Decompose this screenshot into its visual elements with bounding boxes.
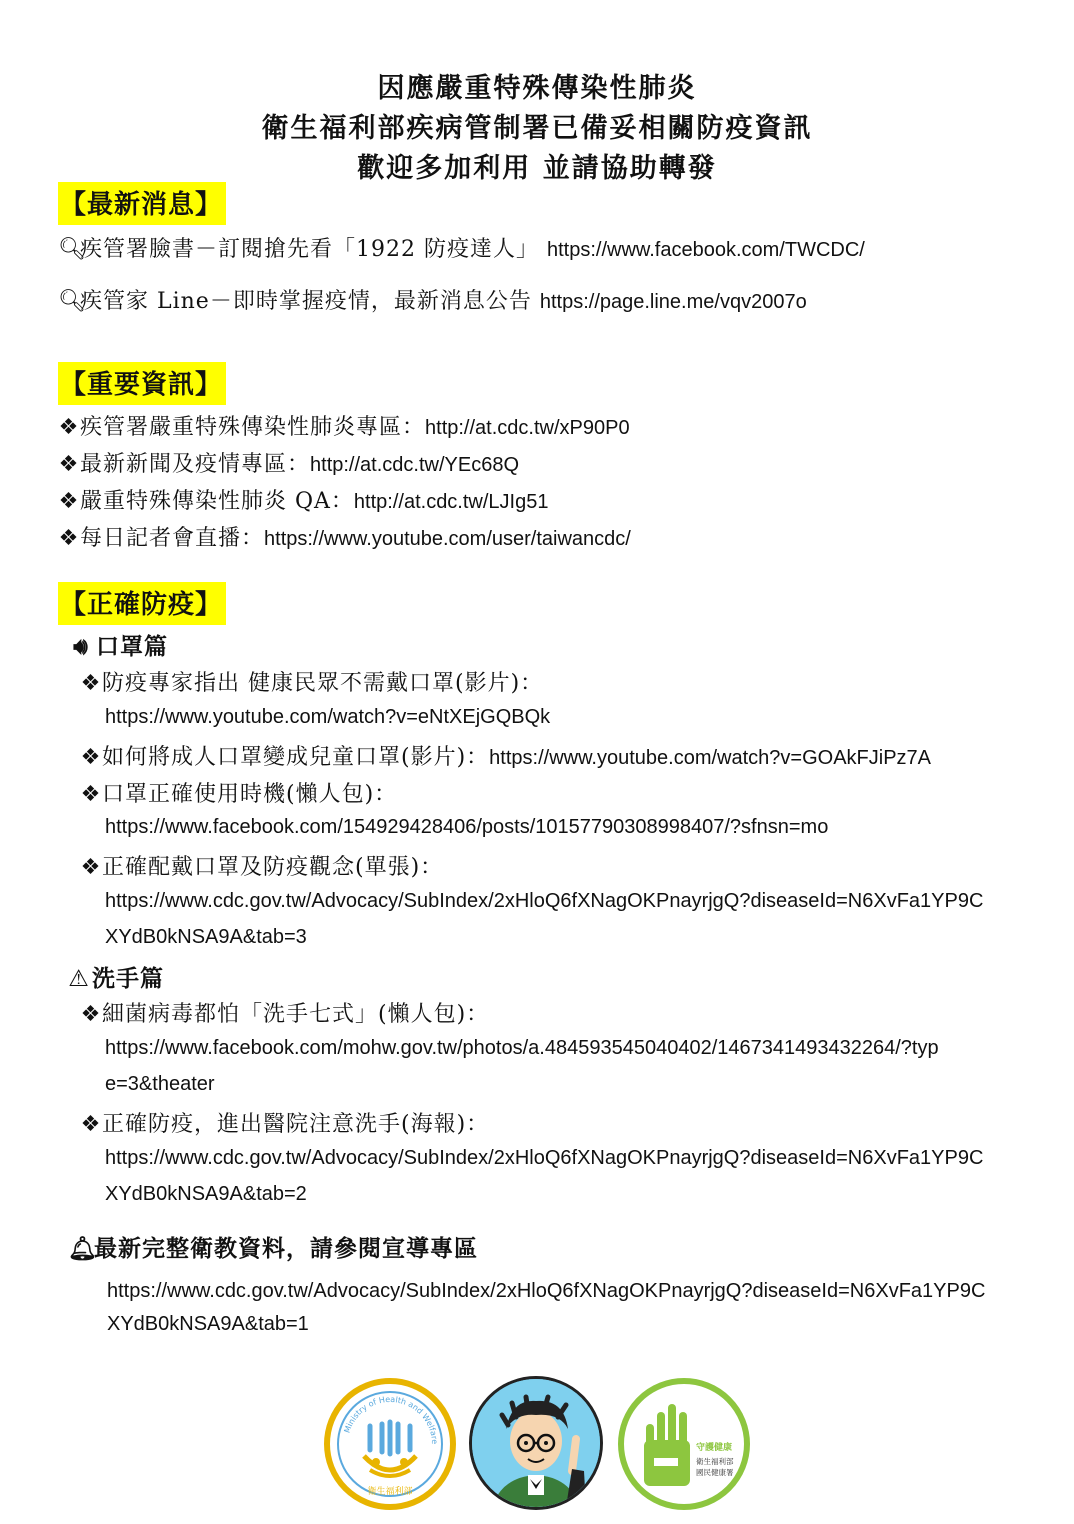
- hpa-name-line2: 國民健康署: [696, 1468, 734, 1477]
- diamond-bullet-icon: ❖: [58, 452, 80, 477]
- mask-item-1-link[interactable]: https://www.youtube.com/watch?v=eNtXEjGQBQk: [105, 706, 551, 728]
- mask-item-3-link[interactable]: https://www.facebook.com/154929428406/posts/10157790308998407/?sfnsn=mo: [105, 816, 829, 838]
- diamond-bullet-icon: ❖: [80, 671, 102, 696]
- important-item-3[interactable]: ❖嚴重特殊傳染性肺炎 QA：http://at.cdc.tw/LJIg51: [58, 489, 549, 514]
- hpa-tag-text: 守護健康: [696, 1443, 733, 1453]
- search-icon: 🔍︎: [58, 237, 87, 262]
- facebook-link[interactable]: https://www.facebook.com/TWCDC/: [546, 239, 865, 261]
- prevention-heading: 【正確防疫】: [58, 582, 226, 625]
- hand-section-title: ⚠︎洗手篇: [66, 960, 164, 993]
- resources-title: 🔔︎最新完整衛教資料，請參閱宣導專區: [68, 1235, 478, 1262]
- mask-item-4: ❖正確配戴口罩及防疫觀念(單張)：: [80, 855, 444, 880]
- important-item-4[interactable]: ❖每日記者會直播：https://www.youtube.com/user/taiwancdc/: [58, 526, 631, 551]
- mask-item-2-link[interactable]: https://www.youtube.com/watch?v=GOAkFJiPz7A: [489, 747, 932, 769]
- hand-item-1: ❖細菌病毒都怕「洗手七式」(懶人包)：: [80, 1002, 490, 1027]
- important-item-2[interactable]: ❖最新新聞及疫情專區：http://at.cdc.tw/YEc68Q: [58, 452, 519, 477]
- diamond-bullet-icon: ❖: [58, 415, 80, 440]
- hpa-logo: [618, 1378, 750, 1510]
- hand-item-1-link[interactable]: https://www.facebook.com/mohw.gov.tw/photos/a.484593545040402/1467341493432264/?typ: [105, 1037, 939, 1059]
- mask-item-4-link[interactable]: https://www.cdc.gov.tw/Advocacy/SubIndex/2xHloQ6fXNagOKPnayrjgQ?diseaseId=N6XvFa1YP9C: [105, 890, 984, 912]
- mascot-logo: [469, 1376, 603, 1510]
- diamond-bullet-icon: ❖: [80, 1002, 102, 1027]
- important-item-1[interactable]: ❖疾管署嚴重特殊傳染性肺炎專區：http://at.cdc.tw/xP90P0: [58, 415, 630, 440]
- mask-item-1: ❖防疫專家指出 健康民眾不需戴口罩(影片)：: [80, 671, 544, 696]
- mascot-illustration: [472, 1379, 600, 1507]
- mohw-bottom-text: 衛生福利部: [367, 1487, 413, 1497]
- important-link-2[interactable]: http://at.cdc.tw/YEc68Q: [310, 454, 519, 476]
- mask-item-2[interactable]: ❖如何將成人口罩變成兒童口罩(影片)：https://www.youtube.com/watch?v=GOAkFJiPz7A: [80, 745, 932, 770]
- speaker-icon: 🔊︎: [73, 634, 89, 660]
- hand-item-1-link-cont[interactable]: e=3&theater: [105, 1073, 215, 1095]
- mohw-ring-text: Ministry of Health and Welfare: [342, 1394, 440, 1445]
- page-title-line2: 衛生福利部疾病管制署已備妥相關防疫資訊: [261, 113, 813, 144]
- important-link-3[interactable]: http://at.cdc.tw/LJIg51: [353, 491, 549, 513]
- bell-icon: 🔔︎: [68, 1236, 99, 1262]
- important-link-1[interactable]: http://at.cdc.tw/xP90P0: [425, 417, 630, 439]
- diamond-bullet-icon: ❖: [80, 1112, 102, 1137]
- diamond-bullet-icon: ❖: [80, 745, 102, 770]
- page-title-line3: 歡迎多加利用 並請協助轉發: [357, 153, 717, 184]
- page-title-line1: 因應嚴重特殊傳染性肺炎: [377, 73, 697, 104]
- mask-item-4-link-cont[interactable]: XYdB0kNSA9A&tab=3: [105, 926, 307, 948]
- diamond-bullet-icon: ❖: [58, 526, 80, 551]
- news-item-line[interactable]: 🔍︎疾管家 Line－即時掌握疫情，最新消息公告 https://page.line.me/vqv2007o: [58, 289, 807, 314]
- mohw-emblem: [330, 1384, 450, 1504]
- line-link[interactable]: https://page.line.me/vqv2007o: [539, 291, 807, 313]
- hand-item-2-link[interactable]: https://www.cdc.gov.tw/Advocacy/SubIndex/2xHloQ6fXNagOKPnayrjgQ?diseaseId=N6XvFa1YP9C: [105, 1147, 984, 1169]
- warning-icon: ⚠︎: [68, 966, 90, 992]
- diamond-bullet-icon: ❖: [80, 855, 102, 880]
- resources-link-cont[interactable]: XYdB0kNSA9A&tab=1: [107, 1313, 309, 1335]
- search-icon: 🔍︎: [58, 289, 87, 314]
- news-heading: 【最新消息】: [58, 182, 226, 225]
- mohw-logo: [324, 1378, 456, 1510]
- news-item-facebook[interactable]: 🔍︎疾管署臉書－訂閱搶先看「1922 防疫達人」 https://www.facebook.com/TWCDC/: [58, 237, 865, 262]
- hpa-name-line1: 衛生福利部: [696, 1457, 734, 1466]
- hpa-emblem: [624, 1384, 744, 1504]
- important-heading: 【重要資訊】: [58, 362, 226, 405]
- hand-item-2: ❖正確防疫，進出醫院注意洗手(海報)：: [80, 1112, 490, 1137]
- mask-section-title: 🔊︎ 口罩篇: [66, 628, 168, 661]
- resources-link[interactable]: https://www.cdc.gov.tw/Advocacy/SubIndex/2xHloQ6fXNagOKPnayrjgQ?diseaseId=N6XvFa1YP9C: [107, 1280, 986, 1302]
- hand-item-2-link-cont[interactable]: XYdB0kNSA9A&tab=2: [105, 1183, 307, 1205]
- mask-item-3: ❖口罩正確使用時機(懶人包)：: [80, 782, 398, 807]
- diamond-bullet-icon: ❖: [58, 489, 80, 514]
- diamond-bullet-icon: ❖: [80, 782, 102, 807]
- important-link-4[interactable]: https://www.youtube.com/user/taiwancdc/: [264, 528, 631, 550]
